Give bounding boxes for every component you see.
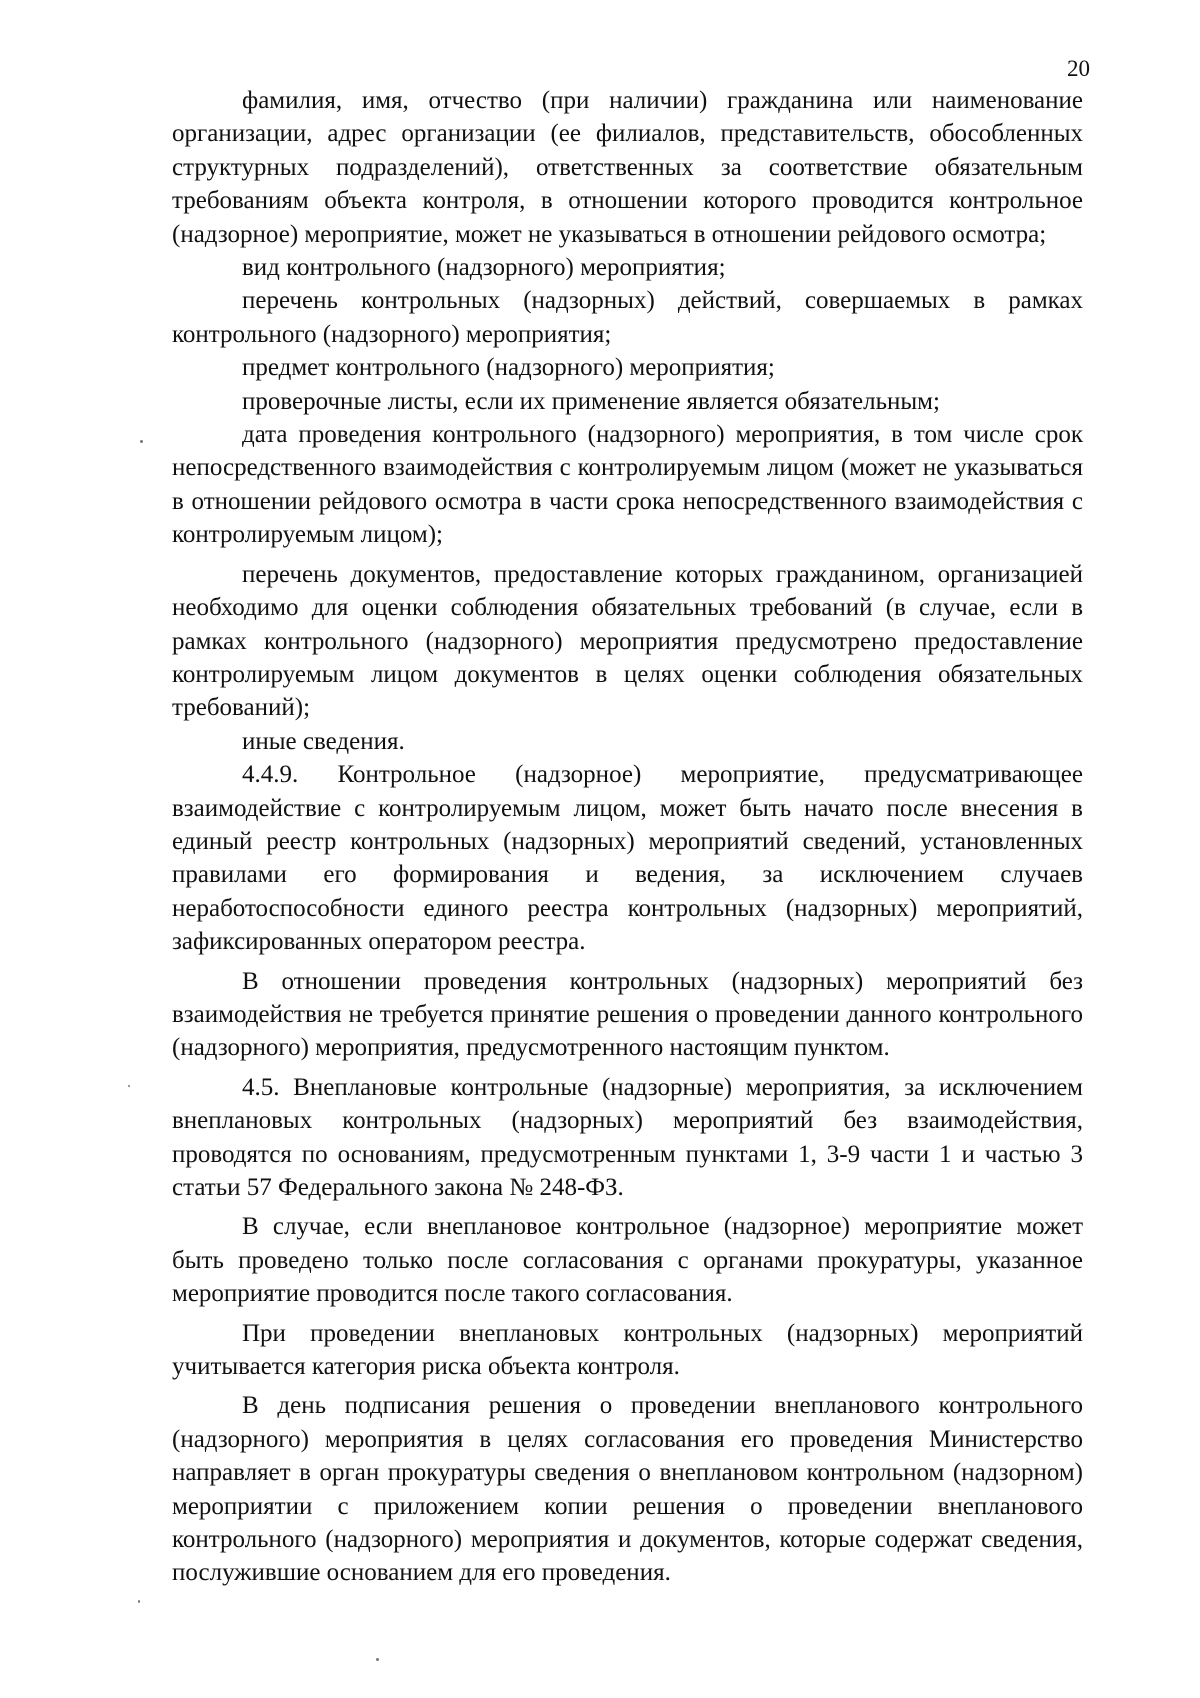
paragraph: перечень контрольных (надзорных) действий, совершаемых в рамках контрольного (надзорного) мероприятия; — [172, 287, 1083, 348]
paragraph: 4.4.9. Контрольное (надзорное) мероприятие, предусматривающее взаимодействие с контролируемым лицом, может быть начато после внесения в единый реестр контрольных (надзорных) мероприятий сведений, установленных правилами его формирования и ведения, за исключением случаев неработоспособности единого реестра контрольных (надзорных) мероприятий, зафиксированных оператором реестра. — [172, 761, 1083, 956]
paragraph: вид контрольного (надзорного) мероприятия; — [242, 254, 726, 282]
paragraph: В день подписания решения о проведении внепланового контрольного (надзорного) мероприятия в целях согласования его проведения Министерство направляет в орган прокуратуры сведения о внеплановом контрольном (надзорном) мероприятии с приложением копии решения о проведении внепланового контрольного (надзорного) мероприятия и документов, которые содержат сведения, послужившие основанием для его проведения. — [172, 1392, 1083, 1587]
paragraph: иные сведения. — [242, 727, 405, 755]
paragraph: предмет контрольного (надзорного) мероприятия; — [242, 354, 775, 382]
paragraph: 4.5. Внеплановые контрольные (надзорные) мероприятия, за исключением внеплановых контрольных (надзорных) мероприятий без взаимодействия, проводятся по основаниям, предусмотренным пунктами 1, 3-9 части 1 и частью 3 статьи 57 Федерального закона № 248-ФЗ. — [172, 1073, 1083, 1201]
scan-speck — [140, 440, 143, 443]
document-body — [172, 84, 1083, 1590]
scan-speck — [138, 1600, 140, 1603]
paragraph: фамилия, имя, отчество (при наличии) гражданина или наименование организации, адрес организации (ее филиалов, представительств, обособленных структурных подразделений), ответственных за соответствие обязательным требованиям объекта контроля, в отношении которого проводится контрольное (надзорное) мероприятие, может не указываться в отношении рейдового осмотра; — [172, 87, 1083, 248]
paragraph: В случае, если внеплановое контрольное (надзорное) мероприятие может быть проведено только после согласования с органами прокуратуры, указанное мероприятие проводится после такого согласования. — [172, 1213, 1083, 1308]
paragraph: В отношении проведения контрольных (надзорных) мероприятий без взаимодействия не требуется принятие решения о проведении данного контрольного (надзорного) мероприятия, предусмотренного настоящим пунктом. — [172, 967, 1083, 1062]
scan-speck — [128, 1085, 130, 1087]
scan-speck — [376, 1658, 379, 1661]
paragraph: дата проведения контрольного (надзорного) мероприятия, в том числе срок непосредственного взаимодействия с контролируемым лицом (может не указываться в отношении рейдового осмотра в части срока непосредственного взаимодействия с контролируемым лицом); — [172, 421, 1083, 549]
paragraph: проверочные листы, если их применение является обязательным; — [242, 387, 940, 415]
paragraph: При проведении внеплановых контрольных (надзорных) мероприятий учитывается категория риска объекта контроля. — [172, 1319, 1083, 1381]
paragraph: перечень документов, предоставление которых гражданином, организацией необходимо для оценки соблюдения обязательных требований (в случае, если в рамках контрольного (надзорного) мероприятия предусмотрено предоставление контролируемым лицом документов в целях оценки соблюдения обязательных требований); — [172, 560, 1083, 722]
page-number: 20 — [1067, 56, 1090, 81]
